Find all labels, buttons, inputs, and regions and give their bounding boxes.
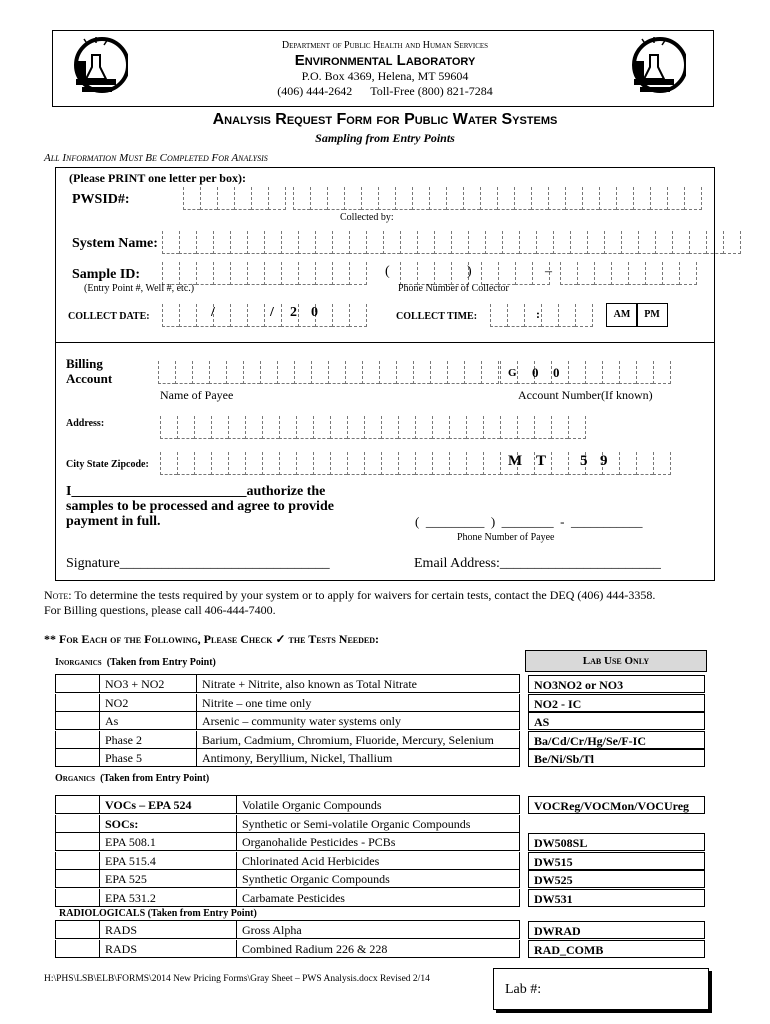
date-slash-1: / [211,305,215,320]
payee-name-field[interactable] [158,361,499,383]
completion-notice: All Information Must Be Completed For Analysis [44,152,268,164]
address-label: Address: [66,418,105,429]
test-description: Antimony, Beryllium, Nickel, Thallium [197,749,520,767]
test-code: EPA 515.4 [100,852,237,870]
billing-label-1: Billing [66,356,103,371]
test-code: RADS [100,940,237,958]
am-option[interactable]: AM [606,303,638,327]
test-description: Organohalide Pesticides - PCBs [237,833,520,851]
lab-address: P.O. Box 4369, Helena, MT 59604 [301,69,469,83]
table-row [55,940,520,958]
table-row [55,675,520,693]
lab-code: VOCReg/VOCMon/VOCUreg [528,796,705,814]
collector-phone-prefix[interactable] [481,262,550,284]
organics-sub: (Taken from Entry Point) [100,773,210,784]
state-m: M [508,453,523,469]
lab-code: RAD_COMB [528,940,705,958]
lab-code: DWRAD [528,921,705,939]
time-colon: : [536,307,540,321]
test-code: NO3 + NO2 [100,675,197,693]
collector-phone-area[interactable] [400,262,469,284]
collected-by-label: Collected by: [340,212,394,223]
lab-phone-line [0,84,770,99]
table-row [55,870,520,888]
account-number-label: Account Number(If known) [518,388,653,402]
collector-phone-line[interactable] [560,262,697,284]
lab-code: Be/Ni/Sb/Tl [528,749,705,767]
table-row [55,796,520,814]
collector-phone-dash: – [545,264,552,279]
lab-name: Environmental Laboratory [294,52,476,69]
sample-id-hint: (Entry Point #, Well #, etc.) [84,283,195,294]
lab-number-label: Lab #: [505,982,542,997]
note-text: To determine the tests required by your system or to apply for waivers for certain tests, contact the DEQ (406) 444-3358. [71,588,656,602]
footer-path: H:\PHS\LSB\ELB\FORMS\2014 New Pricing Forms\Gray Sheet – PWS Analysis.docx Revised 2/14 [44,974,430,984]
page-subtitle: Sampling from Entry Points [315,131,455,145]
lab-code: AS [528,712,705,730]
form-divider [55,342,715,343]
radiologicals-heading [59,908,257,919]
table-row [55,921,520,939]
pwsid-field[interactable] [183,187,286,209]
print-note: (Please PRINT one letter per box): [69,171,246,185]
date-slash-2: / [270,305,274,320]
test-code: VOCs – EPA 524 [100,796,237,814]
authorize-line-2: samples to be processed and agree to provide [66,499,334,514]
note-label: Note: [44,588,72,602]
test-description: Synthetic Organic Compounds [237,870,520,888]
test-checkbox[interactable] [55,712,100,730]
organics-heading [55,773,209,784]
table-row [55,815,520,833]
test-checkbox[interactable] [55,675,100,693]
city-field[interactable] [160,452,501,474]
lab-tollfree: Toll-Free (800) 821-7284 [370,84,493,98]
test-checkbox[interactable] [55,731,100,749]
test-checkbox[interactable] [55,870,100,888]
test-description: Combined Radium 226 & 228 [237,940,520,958]
collected-by-field[interactable] [293,187,702,209]
name-of-payee-label: Name of Payee [160,388,234,402]
account-zero-1: 0 [532,365,539,380]
inorganics-sub: (Taken from Entry Point) [106,657,216,668]
note-line-2: For Billing questions, please call 406-444-7400. [44,603,276,617]
department-name: Department of Public Health and Human Services [281,40,489,51]
test-description: Gross Alpha [237,921,520,939]
signature-field[interactable]: Signature______________________________ [66,556,330,571]
lab-code: Ba/Cd/Cr/Hg/Se/F-IC [528,731,705,749]
system-name-label: System Name: [72,236,158,251]
lab-phone: (406) 444-2642 [277,84,353,98]
collect-time-label: COLLECT TIME: [396,311,478,322]
table-row [55,833,520,851]
lab-code: DW525 [528,870,705,888]
test-code: EPA 531.2 [100,889,237,907]
test-code: EPA 525 [100,870,237,888]
date-year-0: 0 [311,305,318,320]
test-code: Phase 2 [100,731,197,749]
radiologicals-sub: (Taken from Entry Point) [147,908,257,919]
table-row [55,712,520,730]
inorganics-title: Inorganics [55,657,102,668]
collect-date-label: COLLECT DATE: [68,311,150,322]
test-checkbox[interactable] [55,852,100,870]
test-description: Carbamate Pesticides [237,889,520,907]
test-description: Volatile Organic Compounds [237,796,520,814]
authorize-line-3: payment in full. [66,514,161,529]
check-heading: ** For Each of the Following, Please Check ✓ the Tests Needed: [44,632,379,646]
sample-id-field[interactable] [162,262,367,284]
state-t: T [536,453,547,469]
zip-5: 5 [580,453,588,469]
lab-code: NO3NO2 or NO3 [528,675,705,693]
email-field[interactable]: Email Address:_______________________ [414,556,661,571]
test-checkbox[interactable] [55,833,100,851]
collector-phone-open: ( [385,264,390,279]
test-code: EPA 508.1 [100,833,237,851]
pm-option[interactable]: PM [636,303,668,327]
authorize-line-1: I_________________________authorize the [66,484,326,499]
lab-use-only-header: Lab Use Only [525,650,707,672]
inorganics-heading [55,657,216,668]
payee-phone-label: Phone Number of Payee [457,532,555,543]
collect-date-field[interactable] [162,304,367,326]
test-code: SOCs: [100,815,237,833]
test-code: Phase 5 [100,749,197,767]
table-row [55,731,520,749]
table-row [55,852,520,870]
city-label: City State Zipcode: [66,459,149,470]
test-description: Synthetic or Semi-volatile Organic Compounds [237,815,520,833]
test-checkbox[interactable] [55,889,100,907]
lab-code: DW531 [528,889,705,907]
pwsid-label: PWSID#: [72,192,130,207]
account-number-field[interactable] [500,361,671,383]
account-g: G [508,367,517,379]
payee-phone-field[interactable]: ( _________ ) ________ - ___________ [415,514,643,529]
collector-phone-label: Phone Number of Collector [398,283,509,294]
test-code: NO2 [100,694,197,712]
test-code: RADS [100,921,237,939]
table-row [55,694,520,712]
test-description: Barium, Cadmium, Chromium, Fluoride, Mercury, Selenium [197,731,520,749]
test-checkbox[interactable] [55,694,100,712]
zip-9: 9 [600,453,608,469]
test-checkbox[interactable] [55,921,100,939]
test-checkbox[interactable] [55,815,100,833]
lab-code: DW508SL [528,833,705,851]
table-row [55,749,520,767]
test-checkbox[interactable] [55,940,100,958]
test-description: Arsenic – community water systems only [197,712,520,730]
test-description: Nitrite – one time only [197,694,520,712]
table-row [55,889,520,907]
address-field[interactable] [160,416,586,438]
billing-label-2: Account [66,371,113,386]
collect-time-field[interactable] [490,304,593,326]
organics-title: Organics [55,773,96,784]
test-description: Nitrate + Nitrite, also known as Total Nitrate [197,675,520,693]
collector-phone-close: ) [467,264,472,279]
test-code: As [100,712,197,730]
lab-code: NO2 - IC [528,694,705,712]
test-checkbox[interactable] [55,749,100,767]
system-name-field[interactable] [162,231,741,253]
date-year-2: 2 [290,305,297,320]
test-checkbox[interactable] [55,796,100,814]
sample-id-label: Sample ID: [72,267,141,282]
radiologicals-title: RADIOLOGICALS [59,908,146,919]
lab-code: DW515 [528,852,705,870]
page-title: Analysis Request Form for Public Water Systems [212,111,558,128]
test-description: Chlorinated Acid Herbicides [237,852,520,870]
account-zero-2: 0 [553,365,560,380]
note-line-1 [44,588,655,603]
